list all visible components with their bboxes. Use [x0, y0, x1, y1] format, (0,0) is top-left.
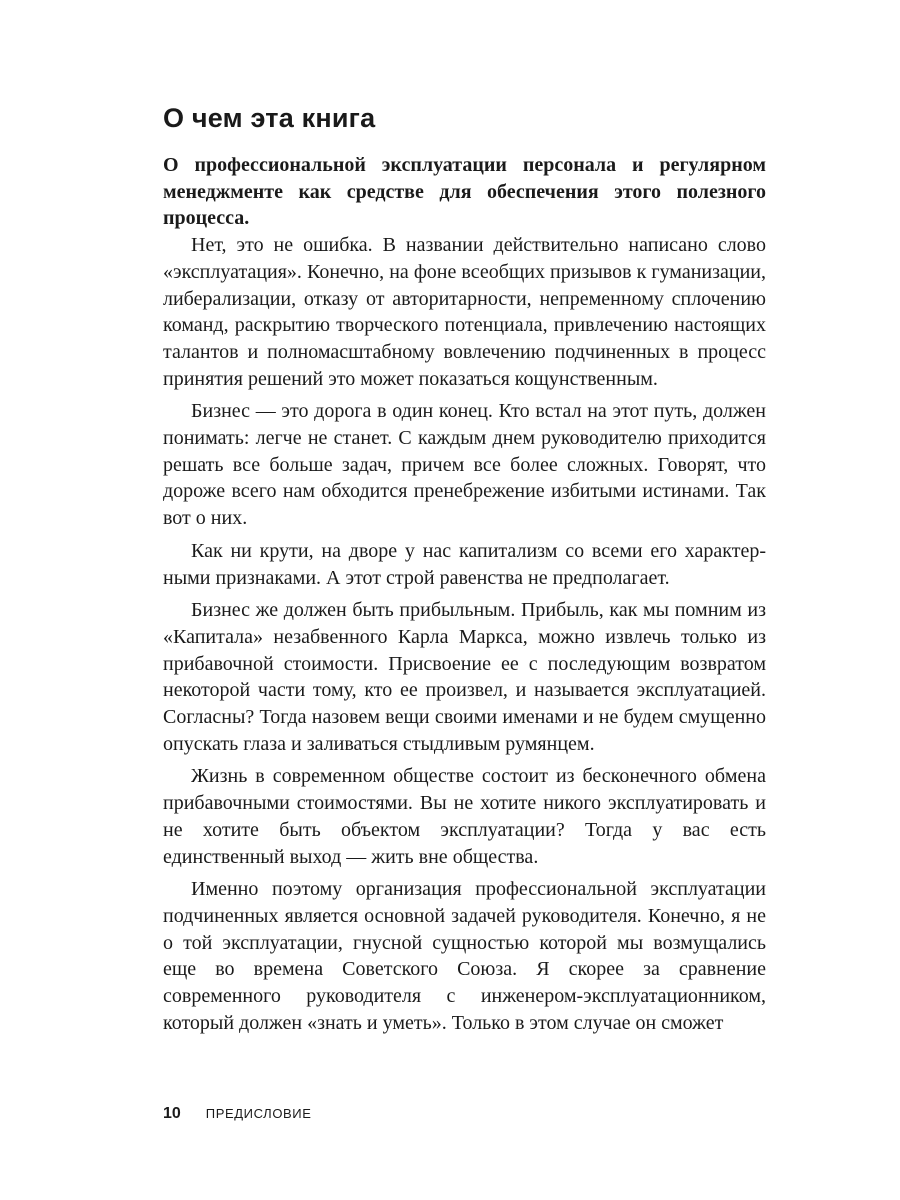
- paragraph: Как ни крути, на дворе у нас капитализм со всеми его характерными признаками. А этот строй равенства не предполагает.: [163, 539, 766, 589]
- lead-paragraph: О профессиональной эксплуатации персонала и регулярном менеджменте как средстве для обеспечения этого полезного процесса.: [163, 154, 766, 230]
- paragraph: Бизнес же должен быть прибыльным. Прибыль, как мы помним из «Капитала» незабвенного Карла Маркса, можно извлечь только из прибавочной стоимости. Присвоение ее с последующим возвратом некоторой части тому, кто ее произвел, и называется эксплуатацией. Согласны? Тогда назовем вещи своими именами и не будем смущенно опускать глаза и заливаться стыдливым румянцем.: [163, 599, 766, 755]
- running-head: ПРЕДИСЛОВИЕ: [205, 1106, 312, 1121]
- chapter-heading: О чем эта книга: [163, 103, 376, 133]
- paragraph: Жизнь в современном обществе состоит из бесконечного обмена прибавочными стоимостями. Вы не хотите никого эксплуатировать и не хотите быть объектом эксплуатации? Тогда у вас есть единственный выход — жить вне общества.: [163, 765, 766, 868]
- page-footer: [163, 1104, 312, 1124]
- paragraph: Нет, это не ошибка. В названии действительно написано слово «эксплуатация». Конечно, на фоне всеобщих призывов к гуманизации, либерализации, отказу от авторитарности, непременному сплочению команд, раскрытию творческого потенциала, привлечению настоящих талантов и полномасштабному вовлечению подчиненных в процесс принятия решений это может показаться кощунственным.: [163, 234, 766, 390]
- body-text: [163, 152, 766, 1043]
- paragraph: Бизнес — это дорога в один конец. Кто встал на этот путь, должен понимать: легче не станет. С каждым днем руководителю приходится решать все больше задач, причем все более сложных. Говорят, что дороже всего нам обходится пренебрежение избитыми истинами. Так вот о них.: [163, 400, 766, 530]
- page-number: 10: [163, 1105, 181, 1122]
- paragraph: Именно поэтому организация профессиональной эксплуатации подчиненных является основной задачей руководителя. Конечно, я не о той эксплуатации, гнусной сущностью которой мы возмущались еще во времена Советского Союза. Я скорее за сравнение современного руководителя с инженером-эксплуатационником, который должен «знать и уметь». Только в этом случае он сможет: [163, 878, 766, 1034]
